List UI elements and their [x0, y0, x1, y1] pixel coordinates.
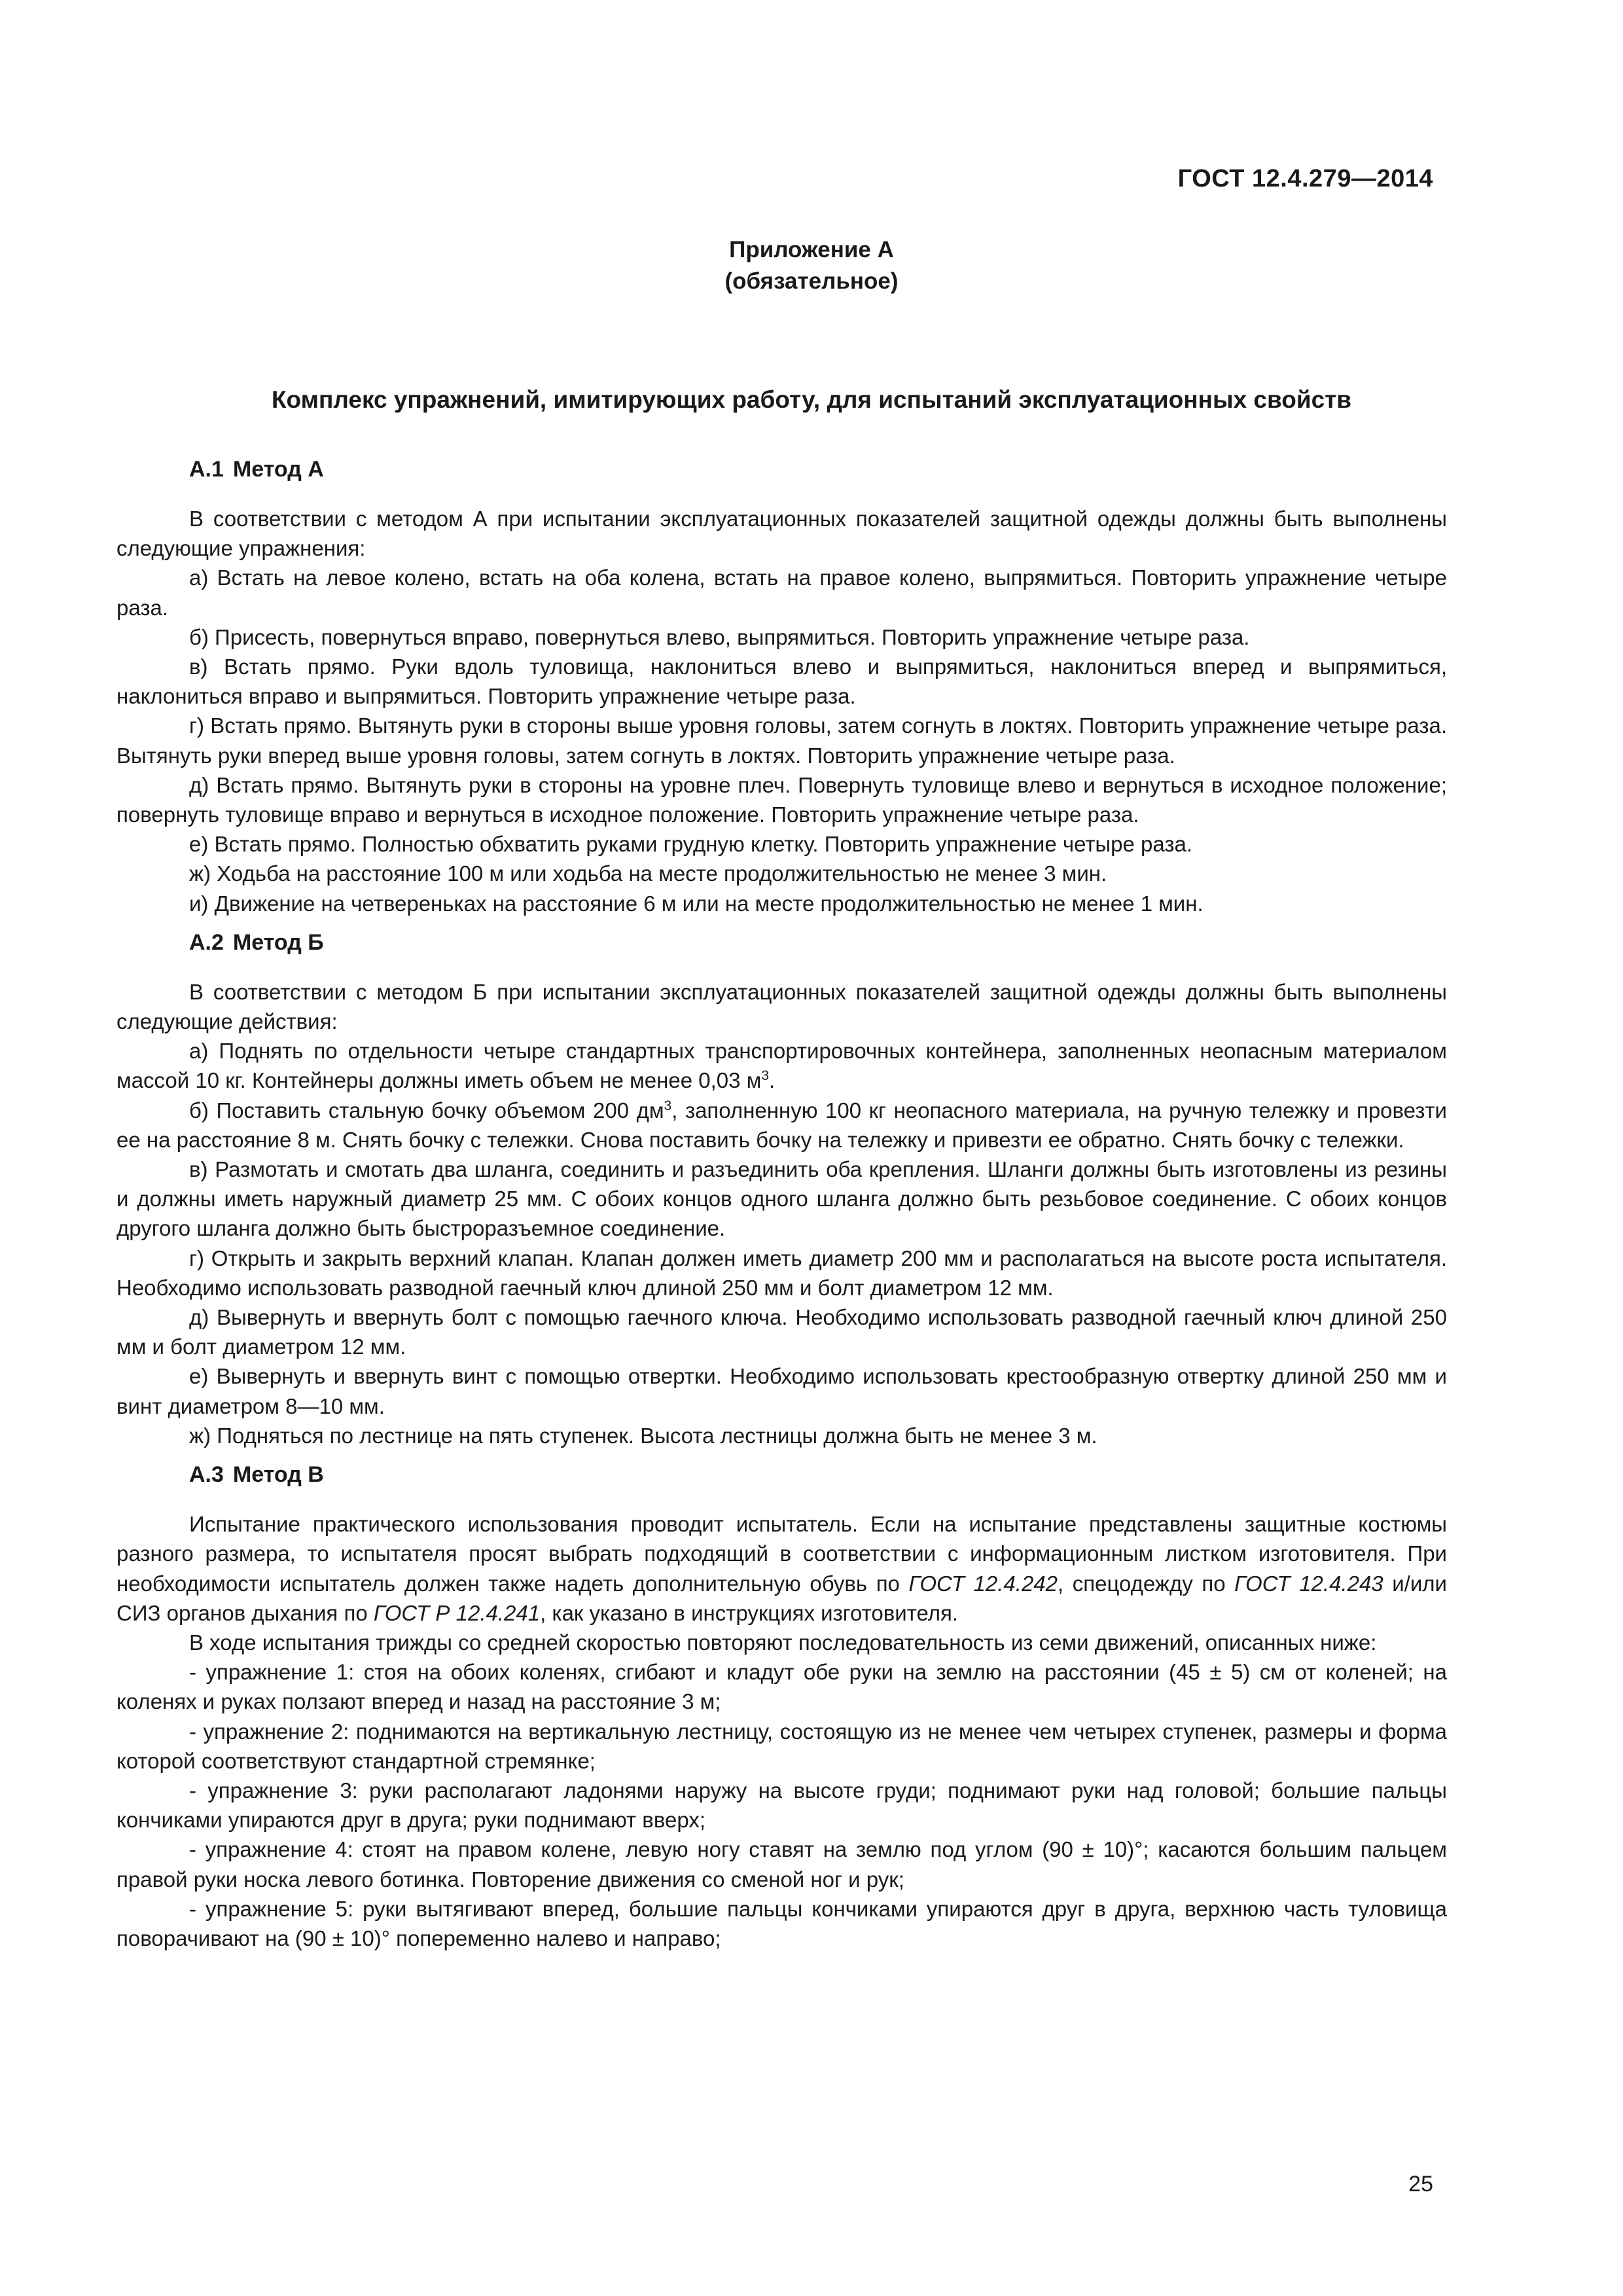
- section-heading-a1: [116, 455, 1447, 504]
- standard-reference: ГОСТ Р 12.4.241: [373, 1600, 541, 1625]
- text-run: а) Поднять по отдельности четыре стандартных транспортировочных контейнера, заполненных неопасным материалом массой 10 кг. Контейнеры должны иметь объем не менее 0,03 м: [116, 1039, 1447, 1093]
- list-item: [116, 1096, 1447, 1155]
- list-item: ж) Ходьба на расстояние 100 м или ходьба на месте продолжительностью не менее 3 мин.: [189, 861, 1107, 886]
- section-number: А.2: [189, 929, 224, 955]
- list-item: б) Присесть, повернуться вправо, повернуться влево, выпрямиться. Повторить упражнение четыре раза.: [189, 624, 1250, 649]
- text-run: , как указано в инструкциях изготовителя.: [540, 1600, 959, 1625]
- list-item: в) Встать прямо. Руки вдоль туловища, наклониться влево и выпрямиться, наклониться вперед и выпрямиться, наклониться вправо и выпрямиться. Повторить упражнение четыре раза.: [116, 655, 1447, 709]
- document-code: ГОСТ 12.4.279—2014: [1177, 165, 1433, 192]
- text-run: и/или СИЗ органов дыхания по: [116, 1571, 1447, 1625]
- list-item: [116, 1036, 1447, 1095]
- section-number: А.1: [189, 457, 224, 482]
- section-intro: В соответствии с методом А при испытании эксплуатационных показателей защитной одежды должны быть выполнены следующие упражнения:: [116, 507, 1447, 561]
- list-item: - упражнение 3: руки располагают ладонями наружу на высоте груди; поднимают руки над головой; большие пальцы кончиками упираются друг в друга; руки поднимают вверх;: [116, 1778, 1447, 1833]
- list-item: е) Встать прямо. Полностью обхватить руками грудную клетку. Повторить упражнение четыре раза.: [189, 832, 1193, 857]
- list-item: ж) Подняться по лестнице на пять ступенек. Высота лестницы должна быть не менее 3 м.: [189, 1423, 1097, 1448]
- document-body: [116, 455, 1447, 1953]
- section-number: А.3: [189, 1462, 224, 1488]
- list-item: - упражнение 1: стоя на обоих коленях, сгибают и кладут обе руки на землю на расстоянии (45 ± 5) см от коленей; на коленях и руках ползают вперед и назад на расстояние 3 м;: [116, 1660, 1447, 1714]
- list-item: г) Открыть и закрыть верхний клапан. Клапан должен иметь диаметр 200 мм и располагаться на высоте роста испытателя. Необходимо использовать разводной гаечный ключ длиной 250 мм и болт диаметром 12 мм.: [116, 1246, 1447, 1300]
- section-intro: В соответствии с методом Б при испытании эксплуатационных показателей защитной одежды должны быть выполнены следующие действия:: [116, 979, 1447, 1034]
- section-title: Метод В: [232, 1462, 324, 1488]
- section-heading-a2: [116, 918, 1447, 977]
- list-item: в) Размотать и смотать два шланга, соединить и разъединить оба крепления. Шланги должны быть изготовлены из резины и должны иметь наружный диаметр 25 мм. С обоих концов одного шланга должно быть резьбовое соединение. С обоих концов другого шланга должно быть быстроразъемное соединение.: [116, 1157, 1447, 1241]
- list-item: - упражнение 2: поднимаются на вертикальную лестницу, состоящую из не менее чем четырех ступенек, размеры и форма которой соответствуют стандартной стремянке;: [116, 1719, 1447, 1773]
- superscript: 3: [664, 1098, 672, 1113]
- list-item: е) Вывернуть и ввернуть винт с помощью отвертки. Необходимо использовать крестообразную отвертку длиной 250 мм и винт диаметром 8—10 мм.: [116, 1364, 1447, 1418]
- appendix-status: (обязательное): [724, 268, 899, 294]
- list-item: и) Движение на четвереньках на расстояние 6 м или на месте продолжительностью не менее 1 мин.: [189, 891, 1204, 916]
- paragraph: В ходе испытания трижды со средней скоростью повторяют последовательность из семи движений, описанных ниже:: [189, 1630, 1377, 1655]
- text-run: .: [769, 1068, 776, 1093]
- standard-reference: ГОСТ 12.4.242: [908, 1571, 1058, 1596]
- appendix-heading: [0, 234, 1623, 297]
- appendix-title: Приложение А: [729, 237, 894, 262]
- list-item: г) Встать прямо. Вытянуть руки в стороны выше уровня головы, затем согнуть в локтях. Повторить упражнение четыре раза. Вытянуть руки вперед выше уровня головы, затем согнуть в локтях. Повторить упражнение четыре раза.: [116, 713, 1447, 768]
- section-heading-a3: [116, 1450, 1447, 1509]
- text-run: , заполненную 100 кг неопасного материала, на ручную тележку и провезти ее на расстояние 8 м. Снять бочку с тележки. Снова поставить бочку на тележку и привезти ее обратно. Снять бочку с тележки.: [116, 1098, 1447, 1152]
- standard-reference: ГОСТ 12.4.243: [1234, 1571, 1383, 1596]
- text-run: , спецодежду по: [1058, 1571, 1235, 1596]
- list-item: а) Встать на левое колено, встать на оба колена, встать на правое колено, выпрямиться. Повторить упражнение четыре раза.: [116, 565, 1447, 620]
- text-run: б) Поставить стальную бочку объемом 200 дм: [189, 1098, 664, 1122]
- appendix-main-title: Комплекс упражнений, имитирующих работу, для испытаний эксплуатационных свойств: [271, 386, 1352, 413]
- section-title: Метод А: [232, 457, 324, 482]
- list-item: д) Вывернуть и ввернуть болт с помощью гаечного ключа. Необходимо использовать разводной гаечный ключ длиной 250 мм и болт диаметром 12 мм.: [116, 1305, 1447, 1359]
- paragraph: [116, 1509, 1447, 1628]
- section-title: Метод Б: [232, 929, 324, 955]
- superscript: 3: [761, 1068, 769, 1084]
- page-number: 25: [1408, 2172, 1433, 2197]
- text-run: Испытание практического использования проводит испытатель. Если на испытание представлены защитные костюмы разного размера, то испытателя просят выбрать подходящий в соответствии с информационным листком изготовителя. При необходимости испытатель должен также надеть дополнительную обувь по: [116, 1512, 1447, 1596]
- list-item: д) Встать прямо. Вытянуть руки в стороны на уровне плеч. Повернуть туловище влево и вернуться в исходное положение; повернуть туловище вправо и вернуться в исходное положение. Повторить упражнение четыре раза.: [116, 772, 1447, 827]
- list-item: - упражнение 5: руки вытягивают вперед, большие пальцы кончиками упираются друг в друга, верхнюю часть туловища поворачивают на (90 ± 10)° попеременно налево и направо;: [116, 1896, 1447, 1950]
- list-item: - упражнение 4: стоят на правом колене, левую ногу ставят на землю под углом (90 ± 10)°; касаются большим пальцем правой руки носка левого ботинка. Повторение движения со сменой ног и рук;: [116, 1837, 1447, 1892]
